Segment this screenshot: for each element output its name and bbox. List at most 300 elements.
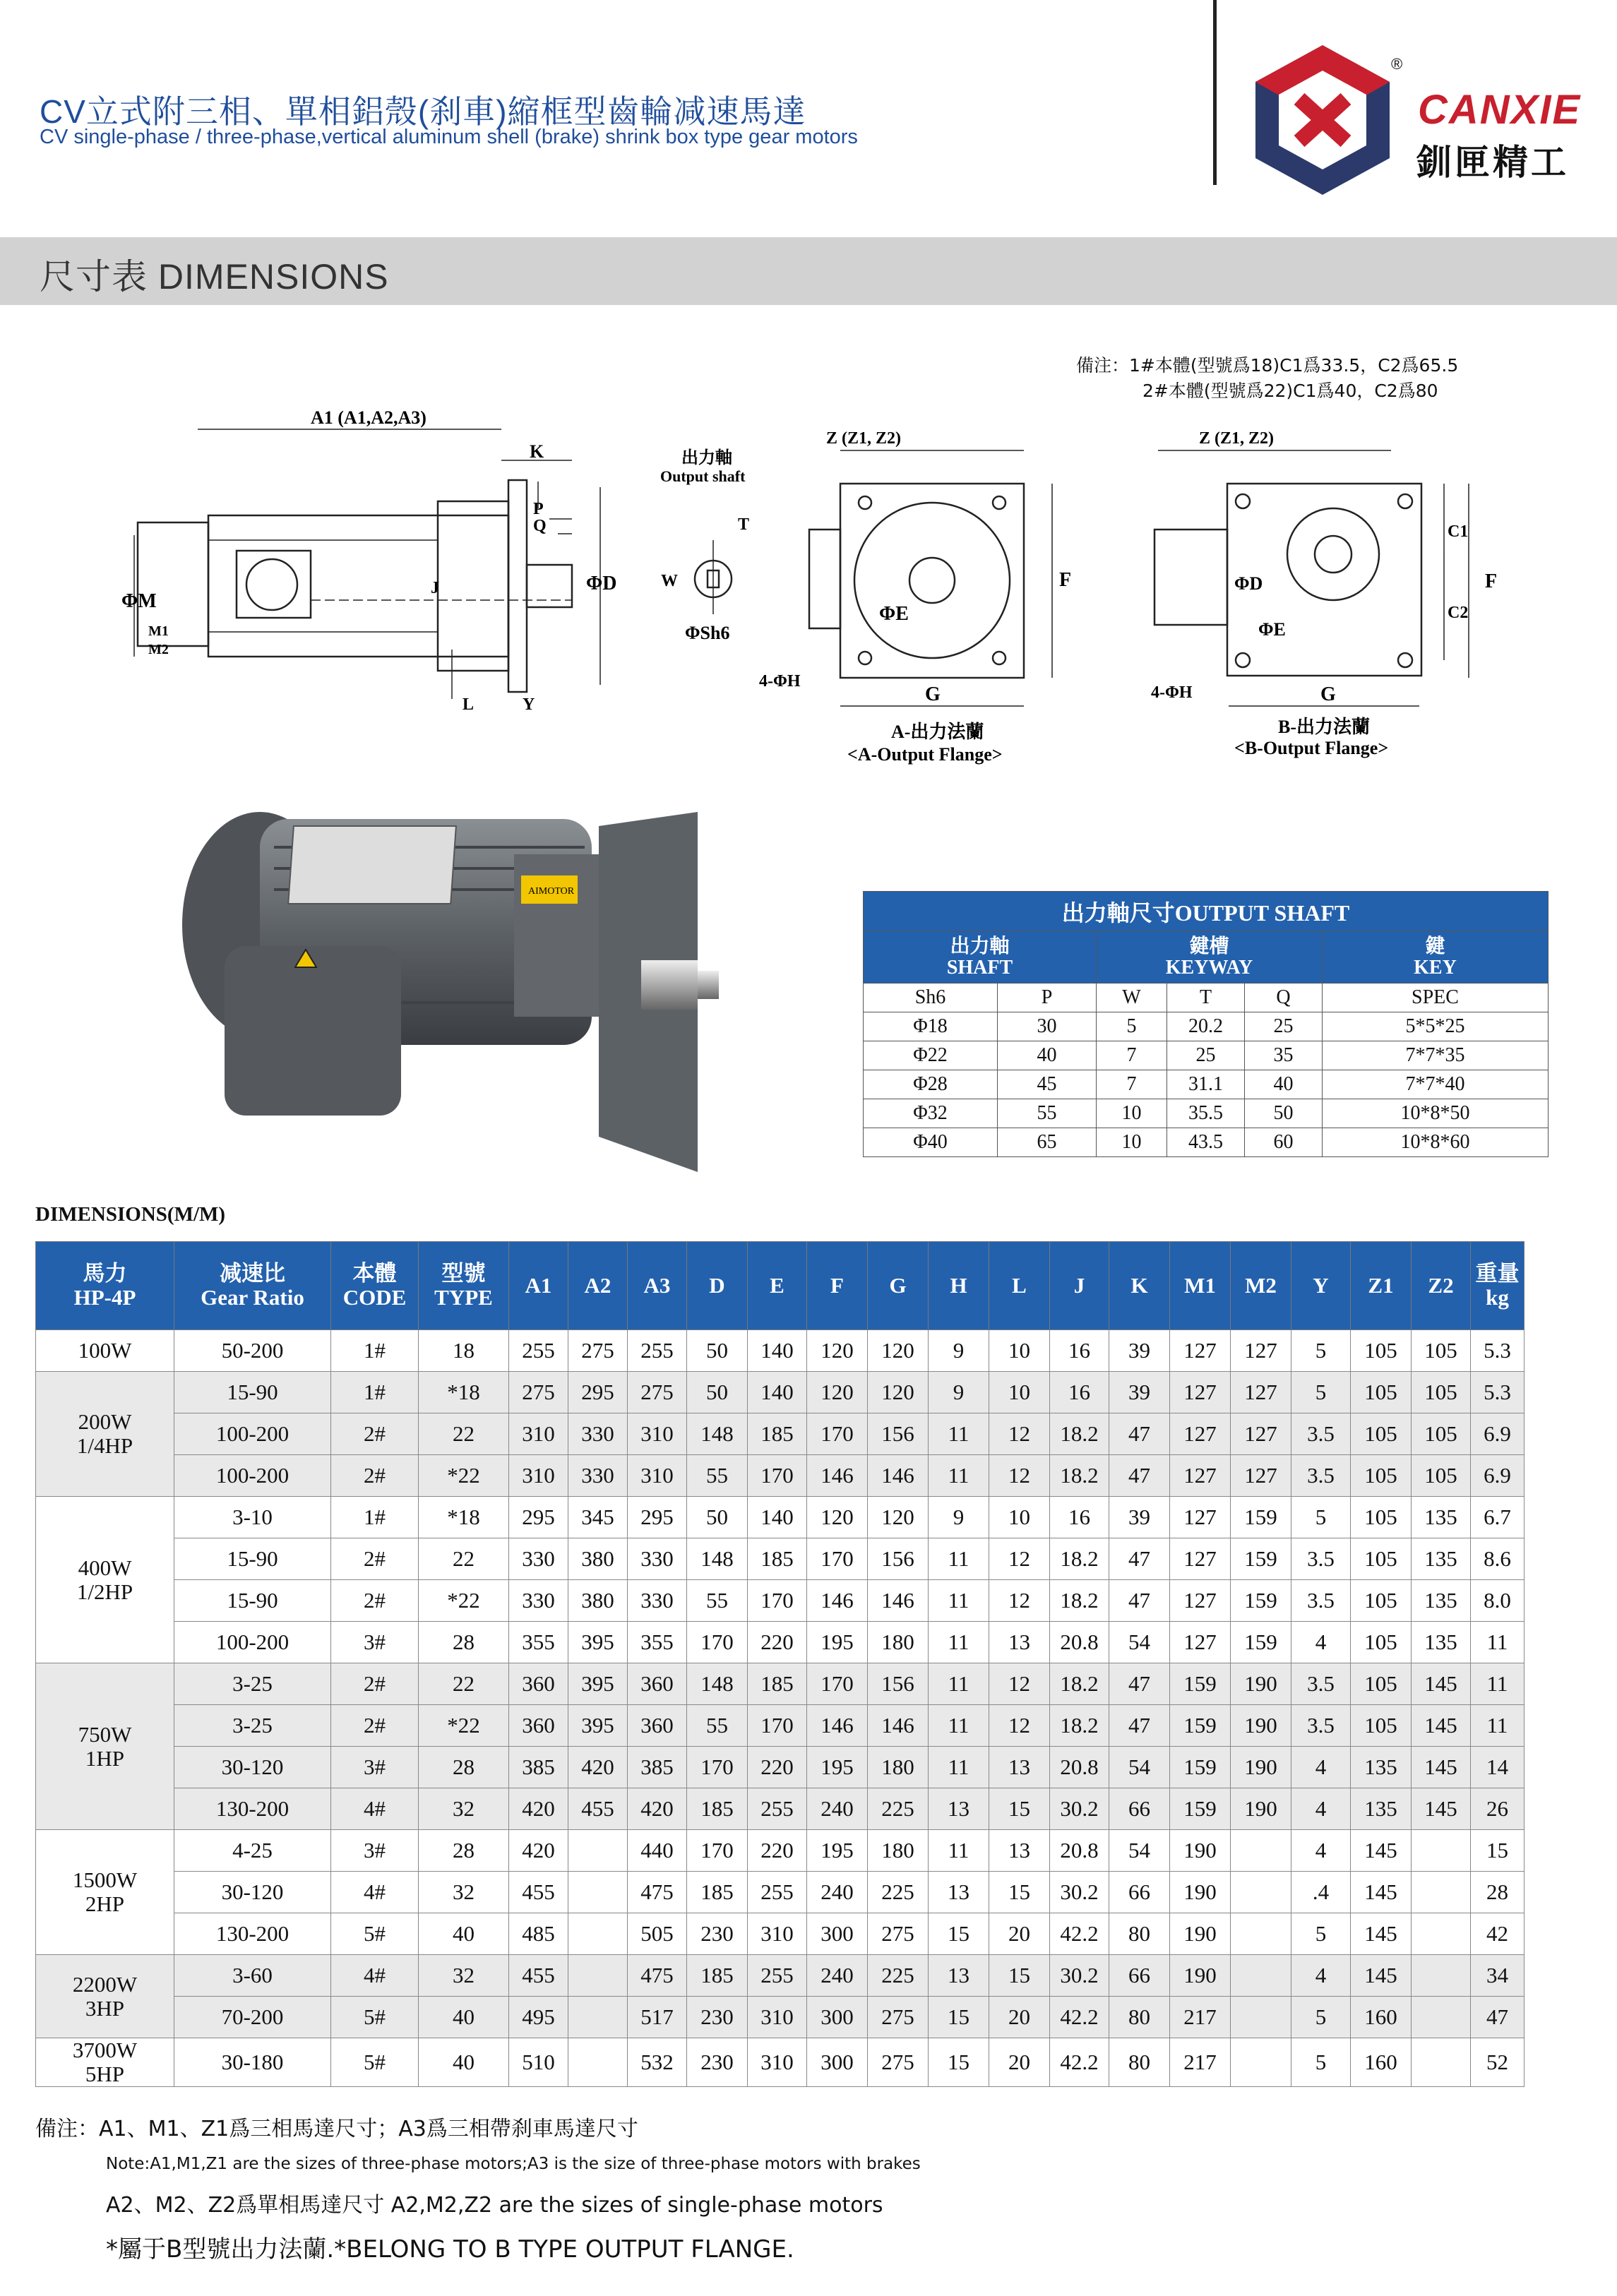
dimensions-cell — [1231, 1955, 1291, 1997]
dimensions-cell: 15-90 — [174, 1580, 331, 1622]
dimensions-cell: 6.9 — [1471, 1455, 1524, 1497]
dimensions-cell: 145 — [1412, 1788, 1471, 1830]
dimensions-cell: 12 — [989, 1663, 1050, 1705]
dimensions-cell: 11 — [1471, 1705, 1524, 1747]
dimensions-cell: 3-60 — [174, 1955, 331, 1997]
dimensions-cell: 18.2 — [1050, 1455, 1109, 1497]
shaft-table-cell: 60 — [1245, 1128, 1323, 1157]
shaft-subheader: W — [1097, 983, 1167, 1012]
label-output-shaft-cn: 出力軸 — [681, 449, 732, 467]
dimensions-cell: 1# — [331, 1497, 419, 1538]
dimensions-cell: 28 — [419, 1830, 509, 1872]
dimensions-cell: 300 — [807, 2038, 868, 2087]
dimensions-cell: 22 — [419, 1663, 509, 1705]
dimensions-cell: 5.3 — [1471, 1330, 1524, 1372]
dimensions-cell: 330 — [628, 1580, 687, 1622]
dimensions-cell: 420 — [509, 1830, 568, 1872]
dimensions-cell: 156 — [868, 1413, 929, 1455]
dimensions-cell: 145 — [1351, 1830, 1412, 1872]
dimensions-cell: 532 — [628, 2038, 687, 2087]
dimensions-cell — [1231, 2038, 1291, 2087]
dimensions-cell: 13 — [989, 1622, 1050, 1663]
b-output-flange-drawing — [1154, 450, 1469, 706]
dimensions-cell: 4# — [331, 1788, 419, 1830]
dimensions-header: J — [1050, 1242, 1109, 1330]
dimensions-cell: 190 — [1170, 1955, 1231, 1997]
dimensions-cell: 159 — [1170, 1788, 1231, 1830]
dimensions-cell: 42.2 — [1050, 1913, 1109, 1955]
note-en: Note:A1,M1,Z1 are the sizes of three-phase motors;A3 is the size of three-phase motors with brakes — [106, 2155, 921, 2173]
dimensions-cell: 190 — [1170, 1913, 1231, 1955]
dimensions-cell: 80 — [1109, 1913, 1170, 1955]
shaft-table-cell: 10 — [1097, 1099, 1167, 1128]
dimensions-cell: 275 — [868, 1997, 929, 2038]
dimensions-cell: 11 — [929, 1830, 989, 1872]
dimensions-cell: 9 — [929, 1330, 989, 1372]
dimensions-cell: 225 — [868, 1955, 929, 1997]
dimensions-cell: 455 — [568, 1788, 628, 1830]
dimensions-cell: 160 — [1351, 2038, 1412, 2087]
dimensions-cell: 255 — [748, 1788, 807, 1830]
registered-mark: ® — [1391, 55, 1403, 73]
dimensions-cell: 18.2 — [1050, 1413, 1109, 1455]
dimensions-cell: 30.2 — [1050, 1955, 1109, 1997]
dimensions-cell: 295 — [568, 1372, 628, 1413]
dimensions-cell: 47 — [1471, 1997, 1524, 2038]
dimensions-cell: 42 — [1471, 1913, 1524, 1955]
label-m2: M2 — [148, 642, 169, 657]
dimensions-cell: 190 — [1231, 1788, 1291, 1830]
dimensions-cell: 510 — [509, 2038, 568, 2087]
shaft-table-cell: 7 — [1097, 1041, 1167, 1070]
dimensions-cell: 185 — [687, 1955, 748, 1997]
dimensions-cell: 66 — [1109, 1872, 1170, 1913]
dimensions-cell: 220 — [748, 1622, 807, 1663]
shaft-table-cell: 65 — [998, 1128, 1097, 1157]
dimensions-cell: 100-200 — [174, 1622, 331, 1663]
dimensions-cell: 70-200 — [174, 1997, 331, 2038]
dimensions-cell: 140 — [748, 1372, 807, 1413]
dimensions-row — [36, 1622, 1524, 1663]
dimensions-cell: 190 — [1231, 1705, 1291, 1747]
dimensions-cell: 80 — [1109, 1997, 1170, 2038]
horsepower-cell: 200W 1/4HP — [36, 1372, 174, 1497]
dimensions-cell: 146 — [868, 1580, 929, 1622]
dimensions-cell: 100-200 — [174, 1455, 331, 1497]
dimensions-cell: 18 — [419, 1330, 509, 1372]
dimensions-cell: 255 — [748, 1872, 807, 1913]
dimensions-row — [36, 1330, 1524, 1372]
dimensions-cell: 12 — [989, 1538, 1050, 1580]
nameplate-brand: AIMOTOR — [528, 886, 575, 897]
dimensions-cell: 30-120 — [174, 1872, 331, 1913]
label-phi-m: ΦM — [121, 590, 157, 612]
shaft-subheader: P — [998, 983, 1097, 1012]
dimensions-cell: 105 — [1351, 1455, 1412, 1497]
dimensions-cell: 18.2 — [1050, 1538, 1109, 1580]
dimensions-cell: 10 — [989, 1372, 1050, 1413]
label-b-flange-en: <B-Output Flange> — [1234, 738, 1389, 758]
label-z-a: Z (Z1, Z2) — [826, 429, 902, 448]
dimensions-cell: 195 — [807, 1747, 868, 1788]
page-subtitle: CV single-phase / three-phase,vertical aluminum shell (brake) shrink box type gear motors — [40, 126, 858, 148]
shaft-table-cell: 30 — [998, 1012, 1097, 1041]
dimensions-cell: 185 — [748, 1413, 807, 1455]
dimensions-cell: 2# — [331, 1455, 419, 1497]
dimensions-cell: 22 — [419, 1538, 509, 1580]
dimensions-row — [36, 1872, 1524, 1913]
note-single-phase: A2、M2、Z2爲單相馬達尺寸 A2,M2,Z2 are the sizes of single-phase motors — [106, 2193, 883, 2218]
shaft-table-cell: 50 — [1245, 1099, 1323, 1128]
dimensions-cell: 20.8 — [1050, 1622, 1109, 1663]
shaft-subheader: SPEC — [1323, 983, 1549, 1012]
dimensions-cell: 11 — [929, 1538, 989, 1580]
dimensions-cell: 120 — [868, 1330, 929, 1372]
dimensions-cell: 190 — [1170, 1872, 1231, 1913]
dimensions-cell: 395 — [568, 1622, 628, 1663]
dimensions-header: Z1 — [1351, 1242, 1412, 1330]
dimensions-cell: 4 — [1291, 1788, 1351, 1830]
dimensions-cell: 39 — [1109, 1372, 1170, 1413]
dimensions-cell: 255 — [509, 1330, 568, 1372]
notes — [35, 2111, 921, 2264]
dimensions-header: L — [989, 1242, 1050, 1330]
dimensions-cell: 15 — [989, 1955, 1050, 1997]
dimensions-cell: 145 — [1351, 1913, 1412, 1955]
dimensions-cell: 360 — [628, 1705, 687, 1747]
dimensions-cell: 5 — [1291, 1372, 1351, 1413]
dimensions-cell: 3-10 — [174, 1497, 331, 1538]
dimensions-cell: 146 — [807, 1705, 868, 1747]
dimensions-cell: 230 — [687, 1997, 748, 2038]
dimensions-cell: 12 — [989, 1580, 1050, 1622]
dimensions-cell: 50 — [687, 1372, 748, 1413]
dimensions-cell: 135 — [1351, 1747, 1412, 1788]
dimensions-cell — [1231, 1830, 1291, 1872]
dimensions-cell: 135 — [1351, 1788, 1412, 1830]
dimensions-cell: 159 — [1231, 1580, 1291, 1622]
shaft-table-row — [864, 1012, 1549, 1041]
dimensions-cell: 3.5 — [1291, 1663, 1351, 1705]
dimensions-cell: 20.8 — [1050, 1747, 1109, 1788]
dimensions-header: 馬力 HP-4P — [36, 1242, 174, 1330]
dimensions-header: A2 — [568, 1242, 628, 1330]
dimensions-cell: 28 — [419, 1622, 509, 1663]
dimensions-cell: 120 — [868, 1497, 929, 1538]
dimensions-cell: 3.5 — [1291, 1538, 1351, 1580]
dimensions-cell: 310 — [628, 1455, 687, 1497]
dimensions-cell: 135 — [1412, 1622, 1471, 1663]
dimensions-header: E — [748, 1242, 807, 1330]
dimensions-cell: 2# — [331, 1538, 419, 1580]
dimensions-cell: 475 — [628, 1955, 687, 1997]
dimensions-cell: 15-90 — [174, 1538, 331, 1580]
dimensions-cell: 55 — [687, 1580, 748, 1622]
shaft-table-cell: 10 — [1097, 1128, 1167, 1157]
label-phi-d: ΦD — [586, 573, 617, 594]
label-t: T — [738, 515, 750, 534]
dimensions-cell: 11 — [1471, 1663, 1524, 1705]
dimensions-cell: 11 — [929, 1580, 989, 1622]
dimensions-cell: 11 — [929, 1705, 989, 1747]
dimensions-cell: 120 — [807, 1497, 868, 1538]
shaft-table-cell: 35.5 — [1167, 1099, 1245, 1128]
dimensions-cell: 475 — [628, 1872, 687, 1913]
dimensions-cell: 47 — [1109, 1705, 1170, 1747]
dimensions-cell: 20 — [989, 1997, 1050, 2038]
dimensions-cell: *22 — [419, 1580, 509, 1622]
dimensions-cell: 54 — [1109, 1830, 1170, 1872]
dimensions-cell: 310 — [748, 2038, 807, 2087]
dimensions-cell: 225 — [868, 1788, 929, 1830]
dimensions-cell: 39 — [1109, 1330, 1170, 1372]
dimensions-cell: 22 — [419, 1413, 509, 1455]
label-phi-e-a: ΦE — [879, 603, 909, 625]
dimensions-cell: 275 — [568, 1330, 628, 1372]
dimensions-cell: 11 — [929, 1747, 989, 1788]
dimensions-cell: 495 — [509, 1997, 568, 2038]
dimensions-cell: 2# — [331, 1705, 419, 1747]
dimensions-header: H — [929, 1242, 989, 1330]
shaft-table-cell: 45 — [998, 1070, 1097, 1099]
dimensions-cell: 275 — [509, 1372, 568, 1413]
dimensions-cell: 55 — [687, 1455, 748, 1497]
label-4-phi-h-b: 4-ΦH — [1151, 683, 1193, 702]
dimensions-cell: 360 — [509, 1663, 568, 1705]
dimensions-cell — [568, 1955, 628, 1997]
dimensions-cell: 127 — [1170, 1538, 1231, 1580]
label-f-a: F — [1059, 569, 1072, 591]
shaft-table-cell: 25 — [1167, 1041, 1245, 1070]
dimensions-cell: 15 — [929, 1913, 989, 1955]
dimensions-cell — [1412, 1997, 1471, 2038]
dimensions-cell: 440 — [628, 1830, 687, 1872]
canxie-logo-icon — [1250, 42, 1395, 198]
dimensions-cell: 3.5 — [1291, 1413, 1351, 1455]
dimensions-cell: 26 — [1471, 1788, 1524, 1830]
dimensions-cell: 395 — [568, 1705, 628, 1747]
dimensions-cell — [1231, 1872, 1291, 1913]
dimensions-cell: 330 — [568, 1413, 628, 1455]
shaft-table-cell: Φ32 — [864, 1099, 998, 1128]
dimensions-cell: 120 — [807, 1330, 868, 1372]
dimensions-cell: 455 — [509, 1872, 568, 1913]
dimensions-row — [36, 1372, 1524, 1413]
dimensions-cell: 160 — [1351, 1997, 1412, 2038]
label-phi-e-b: ΦE — [1258, 619, 1286, 640]
dimensions-cell: 2# — [331, 1413, 419, 1455]
dimensions-cell: 32 — [419, 1872, 509, 1913]
dimensions-cell — [1412, 2038, 1471, 2087]
dimensions-cell: 50 — [687, 1330, 748, 1372]
dimension-drawings — [106, 395, 1518, 791]
shaft-table-row — [864, 1128, 1549, 1157]
dimensions-cell: 275 — [628, 1372, 687, 1413]
dimensions-cell: 127 — [1170, 1622, 1231, 1663]
label-j: J — [431, 579, 439, 597]
dimensions-cell: .4 — [1291, 1872, 1351, 1913]
dimensions-cell: 217 — [1170, 2038, 1231, 2087]
dimensions-cell — [568, 1997, 628, 2038]
dimensions-cell: 310 — [628, 1413, 687, 1455]
horsepower-cell: 750W 1HP — [36, 1663, 174, 1830]
shaft-section-drawing — [695, 540, 732, 614]
dimensions-cell — [1231, 1997, 1291, 2038]
dimensions-cell: 2# — [331, 1663, 419, 1705]
dimensions-cell: 3# — [331, 1622, 419, 1663]
dimensions-cell — [568, 2038, 628, 2087]
key-group-header: 鍵 KEY — [1323, 932, 1549, 983]
dimensions-cell: 159 — [1231, 1622, 1291, 1663]
dimensions-cell: *18 — [419, 1372, 509, 1413]
dimensions-cell: 127 — [1231, 1455, 1291, 1497]
shaft-group-header: 出力軸 SHAFT — [864, 932, 1097, 983]
dimensions-cell: 105 — [1351, 1622, 1412, 1663]
dimensions-cell: 190 — [1231, 1747, 1291, 1788]
side-view-drawing — [134, 429, 600, 699]
dimensions-cell: 170 — [687, 1830, 748, 1872]
dimensions-label: DIMENSIONS(M/M) — [35, 1203, 226, 1226]
dimensions-cell: 170 — [687, 1622, 748, 1663]
dimensions-cell: 127 — [1170, 1330, 1231, 1372]
dimensions-cell: 159 — [1170, 1663, 1231, 1705]
horsepower-cell: 400W 1/2HP — [36, 1497, 174, 1663]
dimensions-cell: 255 — [748, 1955, 807, 1997]
dimensions-cell: 11 — [929, 1622, 989, 1663]
dimensions-cell: 15 — [989, 1788, 1050, 1830]
dimensions-cell: 2# — [331, 1580, 419, 1622]
dimensions-cell: 159 — [1231, 1538, 1291, 1580]
dimensions-cell — [1412, 1955, 1471, 1997]
shaft-table-cell: Φ22 — [864, 1041, 998, 1070]
dimensions-cell: 505 — [628, 1913, 687, 1955]
shaft-table-row — [864, 1041, 1549, 1070]
shaft-table-cell: Φ28 — [864, 1070, 998, 1099]
label-a-flange-cn: A-出力法蘭 — [891, 722, 984, 742]
dimensions-row — [36, 1830, 1524, 1872]
motor-photo — [161, 805, 726, 1172]
label-g-b: G — [1320, 683, 1336, 705]
label-g-a: G — [925, 683, 941, 705]
dimensions-cell — [1412, 1913, 1471, 1955]
dimensions-cell: 127 — [1231, 1330, 1291, 1372]
dimensions-cell: 47 — [1109, 1413, 1170, 1455]
dimensions-cell: 16 — [1050, 1330, 1109, 1372]
dimensions-cell: 20.8 — [1050, 1830, 1109, 1872]
label-4-phi-h-a: 4-ΦH — [759, 672, 801, 690]
dimensions-cell: 360 — [628, 1663, 687, 1705]
dimensions-cell: 180 — [868, 1747, 929, 1788]
dimensions-cell — [1412, 1830, 1471, 1872]
dimensions-cell: 13 — [989, 1747, 1050, 1788]
dimensions-cell: 15 — [1471, 1830, 1524, 1872]
shaft-subheader: Q — [1245, 983, 1323, 1012]
dimensions-cell: 170 — [748, 1580, 807, 1622]
dimensions-cell: 15 — [929, 1997, 989, 2038]
dimensions-cell: 105 — [1412, 1330, 1471, 1372]
dimensions-cell: 146 — [868, 1455, 929, 1497]
dimensions-cell: 42.2 — [1050, 2038, 1109, 2087]
brand-name-en: CANXIE — [1418, 87, 1582, 133]
label-p: P — [533, 500, 544, 518]
dimensions-cell: 170 — [807, 1413, 868, 1455]
dimensions-cell: 13 — [929, 1788, 989, 1830]
dimensions-cell: 330 — [628, 1538, 687, 1580]
dimensions-cell: 145 — [1351, 1872, 1412, 1913]
dimensions-cell: 54 — [1109, 1622, 1170, 1663]
dimensions-cell: 145 — [1412, 1663, 1471, 1705]
dimensions-cell: 5 — [1291, 2038, 1351, 2087]
dimensions-cell: 3.5 — [1291, 1580, 1351, 1622]
dimensions-cell: 105 — [1351, 1538, 1412, 1580]
dimensions-row — [36, 1663, 1524, 1705]
dimensions-cell: 3-25 — [174, 1705, 331, 1747]
dimensions-cell: 295 — [509, 1497, 568, 1538]
dimensions-cell: 30.2 — [1050, 1872, 1109, 1913]
dimensions-cell: 380 — [568, 1580, 628, 1622]
section-title: 尺寸表 DIMENSIONS — [40, 257, 389, 297]
dimensions-cell: 170 — [687, 1747, 748, 1788]
dimensions-cell: 18.2 — [1050, 1705, 1109, 1747]
dimensions-cell: 330 — [568, 1455, 628, 1497]
dimensions-header: 重量 kg — [1471, 1242, 1524, 1330]
dimensions-cell: 146 — [868, 1705, 929, 1747]
dimensions-header: Z2 — [1412, 1242, 1471, 1330]
dimensions-cell: 15-90 — [174, 1372, 331, 1413]
dimensions-cell: 3-25 — [174, 1663, 331, 1705]
dimensions-cell: 105 — [1351, 1372, 1412, 1413]
dimensions-cell: 120 — [868, 1372, 929, 1413]
dimensions-cell: 159 — [1170, 1705, 1231, 1747]
dimensions-header: M2 — [1231, 1242, 1291, 1330]
dimensions-cell: 127 — [1170, 1497, 1231, 1538]
dimensions-cell: 47 — [1109, 1663, 1170, 1705]
dimensions-cell: 217 — [1170, 1997, 1231, 2038]
dimensions-cell: 5 — [1291, 1913, 1351, 1955]
dimensions-cell: 146 — [807, 1455, 868, 1497]
dimensions-cell: 8.6 — [1471, 1538, 1524, 1580]
dimensions-cell: 12 — [989, 1413, 1050, 1455]
dimensions-cell: 105 — [1351, 1580, 1412, 1622]
dimensions-cell: 135 — [1412, 1538, 1471, 1580]
dimensions-cell: 240 — [807, 1788, 868, 1830]
dimensions-cell — [568, 1872, 628, 1913]
dimensions-cell: 15 — [989, 1872, 1050, 1913]
dimensions-cell: 135 — [1412, 1580, 1471, 1622]
dimensions-cell: 127 — [1170, 1413, 1231, 1455]
dimensions-cell: 156 — [868, 1663, 929, 1705]
dimensions-cell: 135 — [1412, 1497, 1471, 1538]
dimensions-cell: 11 — [929, 1663, 989, 1705]
dimensions-cell: 10 — [989, 1330, 1050, 1372]
dimensions-cell: 127 — [1231, 1372, 1291, 1413]
dimensions-cell: 5 — [1291, 1997, 1351, 2038]
dimensions-cell: 100-200 — [174, 1413, 331, 1455]
dimensions-cell: 40 — [419, 1913, 509, 1955]
shaft-table-cell: 5*5*25 — [1323, 1012, 1549, 1041]
dimensions-cell: 300 — [807, 1913, 868, 1955]
dimensions-cell: 170 — [807, 1538, 868, 1580]
dimensions-cell — [1231, 1913, 1291, 1955]
label-phi-d-b: ΦD — [1234, 573, 1263, 594]
dimensions-cell: 395 — [568, 1663, 628, 1705]
keyway-group-header: 鍵槽 KEYWAY — [1097, 932, 1323, 983]
dimensions-cell: 18.2 — [1050, 1663, 1109, 1705]
dimensions-cell: 40 — [419, 2038, 509, 2087]
dimensions-cell: 8.0 — [1471, 1580, 1524, 1622]
shaft-table-caption: 出力軸尺寸OUTPUT SHAFT — [864, 892, 1549, 932]
dimensions-cell: 455 — [509, 1955, 568, 1997]
